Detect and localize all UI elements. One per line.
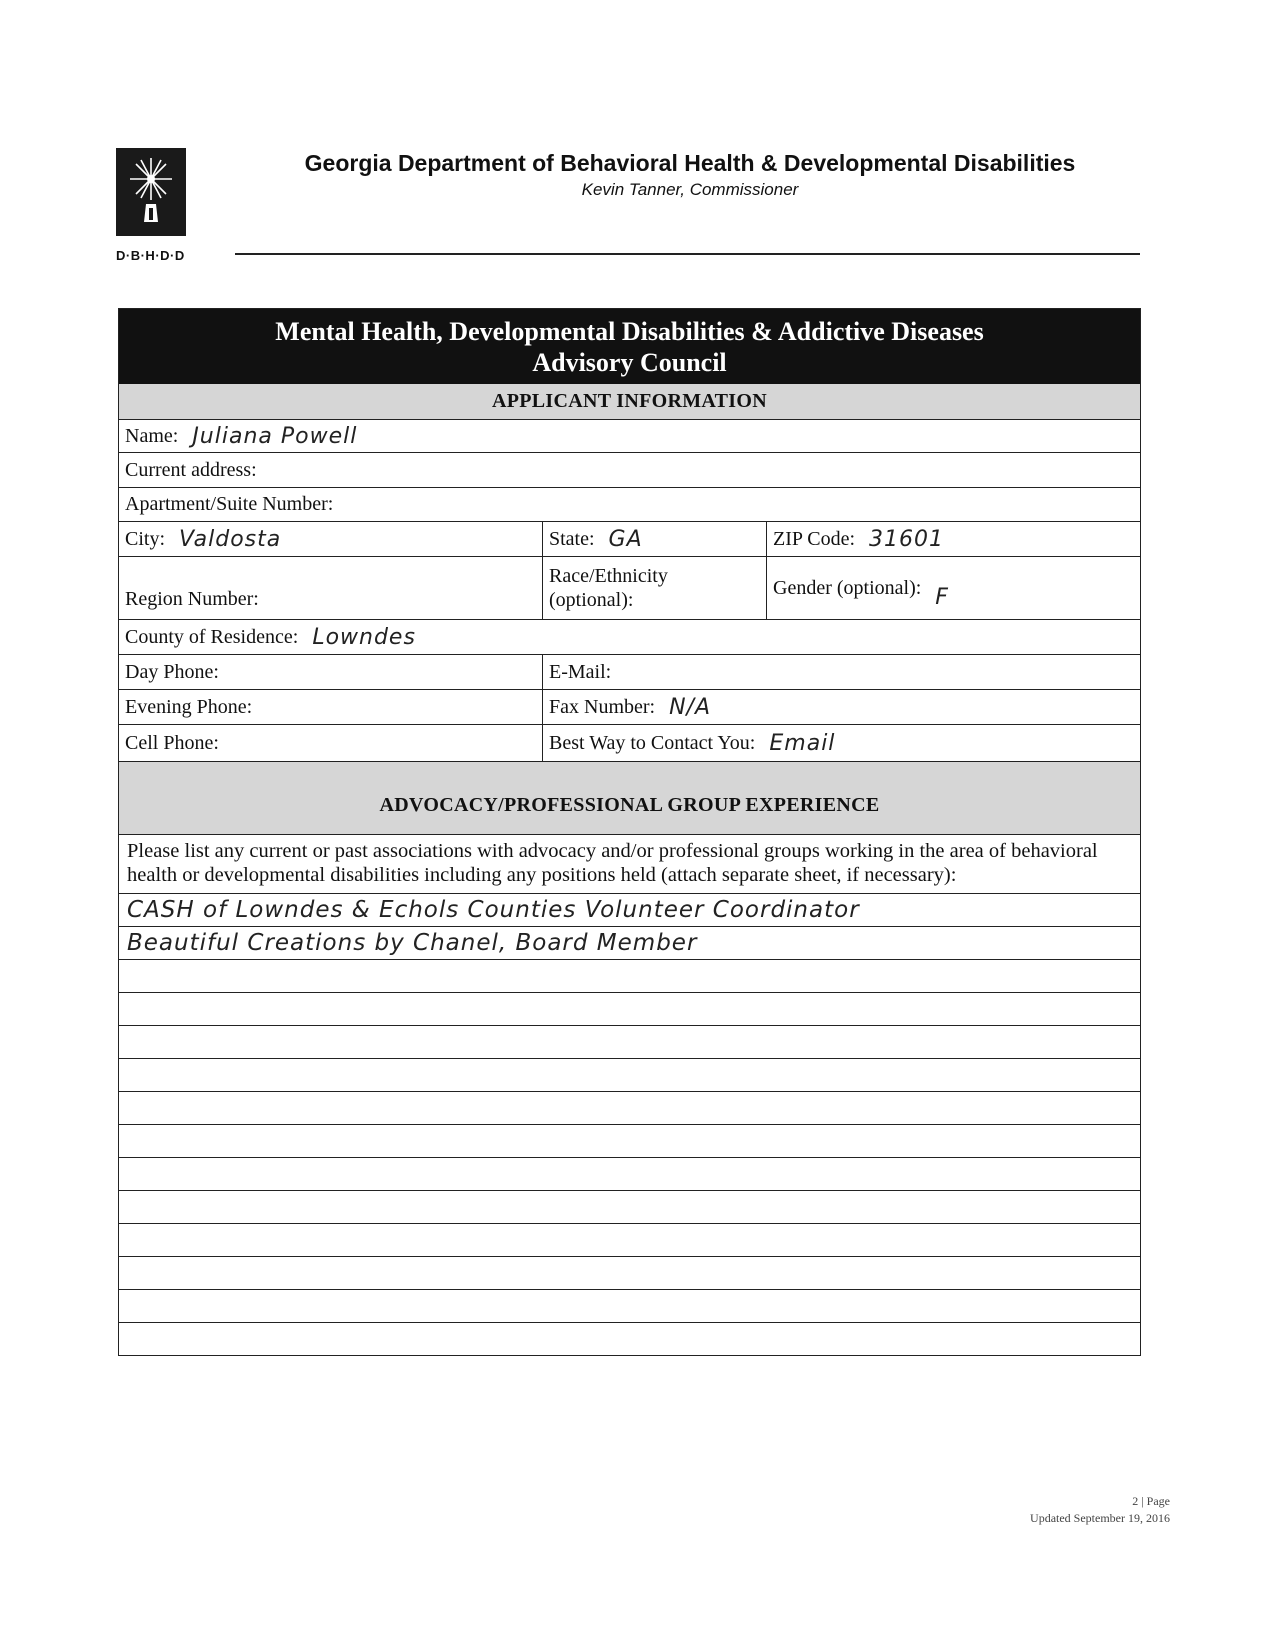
name-field[interactable] [119,420,1140,452]
gender-value: F [935,584,949,610]
org-title: Georgia Department of Behavioral Health & Developmental Disabilities [304,150,1076,176]
experience-instructions: Please list any current or past associations with advocacy and/or professional groups working in the area of behavioral health or developmental disabilities including any positions held (attach separate sheet, if necessary): [119,834,1140,893]
current-address-label: Current address: [125,458,257,481]
row-evening-phone-fax [119,689,1140,724]
county-label: County of Residence: [125,625,299,648]
state-value: GA [608,526,643,552]
experience-line[interactable] [119,1124,1140,1157]
row-apartment [119,487,1140,521]
row-region-race-gender [119,556,1140,619]
email-label: E-Mail: [549,660,612,683]
section-applicant-information: APPLICANT INFORMATION [119,384,1140,419]
dbhdd-logo [116,148,186,263]
name-label: Name: [125,424,179,447]
contact-method-label: Best Way to Contact You: [549,731,756,754]
experience-line-text: CASH of Lowndes & Echols Counties Volunteer Coordinator [127,897,860,923]
race-label-line-2: (optional): [549,589,634,611]
county-value: Lowndes [312,624,416,650]
current-address-field[interactable] [119,453,1140,487]
apartment-label: Apartment/Suite Number: [125,493,334,515]
race-label-line-1: Race/Ethnicity [549,565,668,587]
row-name [119,419,1140,452]
city-label: City: [125,527,166,550]
evening-phone-label: Evening Phone: [125,695,253,718]
experience-lines [119,893,1140,1355]
cell-phone-field[interactable] [119,725,542,761]
experience-line[interactable] [119,1289,1140,1322]
day-phone-field[interactable] [119,655,542,689]
banner-line-1: Mental Health, Developmental Disabilities & Addictive Diseases [275,317,984,346]
section-advocacy-experience: ADVOCACY/PROFESSIONAL GROUP EXPERIENCE [119,761,1140,834]
zip-value: 31601 [869,526,945,552]
experience-line[interactable] [119,1058,1140,1091]
logo-emblem [116,148,186,236]
city-field[interactable] [119,522,542,556]
gender-field[interactable] [766,557,1140,619]
state-field[interactable] [542,522,766,556]
evening-phone-field[interactable] [119,690,542,724]
zip-label: ZIP Code: [773,527,856,550]
org-subtitle: Kevin Tanner, Commissioner [581,180,799,199]
header-divider [235,253,1140,255]
row-city-state-zip [119,521,1140,556]
fax-label: Fax Number: [549,695,656,718]
name-value: Juliana Powell [192,423,358,449]
contact-method-field[interactable] [542,725,1140,761]
experience-line[interactable] [119,992,1140,1025]
row-county [119,619,1140,654]
city-value: Valdosta [179,526,282,552]
row-cell-phone-contact [119,724,1140,761]
experience-line[interactable] [119,1223,1140,1256]
region-field[interactable] [119,557,542,619]
form-banner [119,309,1140,384]
experience-line-text: Beautiful Creations by Chanel, Board Member [127,930,698,956]
experience-line[interactable] [119,1190,1140,1223]
experience-line[interactable] [119,959,1140,992]
contact-method-value: Email [769,730,836,756]
apartment-field[interactable] [119,488,1140,521]
fax-field[interactable] [542,690,1140,724]
county-field[interactable] [119,620,1140,654]
experience-line[interactable] [119,1322,1140,1355]
fax-value: N/A [669,694,712,720]
cell-phone-label: Cell Phone: [125,731,219,754]
experience-line[interactable] [119,1025,1140,1058]
experience-line[interactable] [119,893,1140,926]
region-label: Region Number: [125,588,259,610]
application-form [118,308,1141,1356]
experience-line[interactable] [119,1091,1140,1124]
row-day-phone-email [119,654,1140,689]
banner-line-2: Advisory Council [532,348,727,377]
gender-label: Gender (optional): [773,576,922,599]
zip-field[interactable] [766,522,1140,556]
state-label: State: [549,527,595,550]
experience-line[interactable] [119,1256,1140,1289]
page-number: 2 | Page [1132,1494,1170,1508]
day-phone-label: Day Phone: [125,660,219,683]
updated-date: Updated September 19, 2016 [1030,1511,1170,1525]
row-current-address [119,452,1140,487]
star-emblem-icon [116,148,186,236]
experience-line[interactable] [119,1157,1140,1190]
experience-line[interactable] [119,926,1140,959]
logo-text: D·B·H·D·D [116,248,185,263]
race-field[interactable] [542,557,766,619]
email-field[interactable] [542,655,1140,689]
